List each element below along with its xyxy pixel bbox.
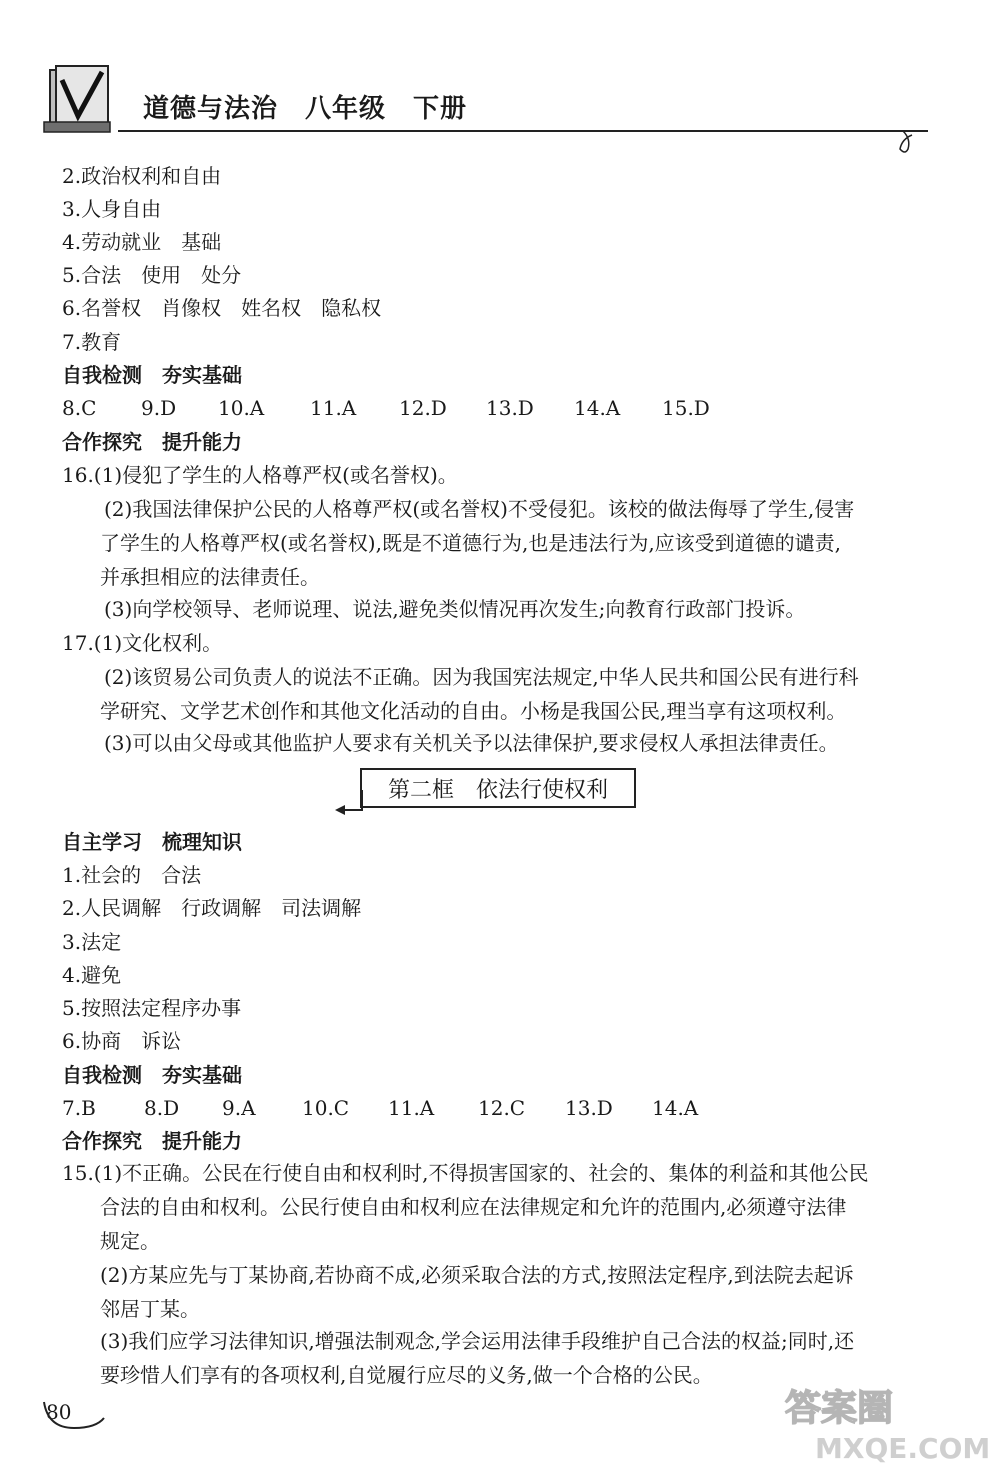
self-check-answers: [62, 1095, 942, 1121]
answer-item: 8.C: [62, 396, 97, 420]
page-number-swoosh: [40, 1396, 110, 1436]
question-17-line: (2)该贸易公司负责人的说法不正确。因为我国宪法规定,中华人民共和国公民有进行科: [104, 665, 859, 689]
answer-item: 8.D: [144, 1096, 180, 1120]
watermark-text: 答案圈: [785, 1388, 894, 1429]
self-check-heading: 自我检测 夯实基础: [62, 1063, 242, 1087]
list-item: 3.人身自由: [62, 197, 162, 221]
question-16-line: (3)向学校领导、老师说理、说法,避免类似情况再次发生;向教育行政部门投诉。: [104, 597, 806, 621]
question-15-line: 15.(1)不正确。公民在行使自由和权利时,不得损害国家的、社会的、集体的利益和其他公民: [62, 1161, 869, 1185]
question-15-line: (2)方某应先与丁某协商,若协商不成,必须采取合法的方式,按照法定程序,到法院去起诉: [100, 1263, 854, 1287]
list-item: 4.劳动就业 基础: [62, 230, 222, 254]
answer-item: 12.D: [399, 396, 447, 420]
question-15-line: 合法的自由和权利。公民行使自由和权利应在法律规定和允许的范围内,必须遵守法律: [100, 1195, 847, 1219]
question-17-line: 学研究、文学艺术创作和其他文化活动的自由。小杨是我国公民,理当享有这项权利。: [100, 699, 847, 723]
explore-heading: 合作探究 提升能力: [62, 1129, 242, 1153]
answer-item: 10.A: [218, 396, 265, 420]
watermark-logo: [775, 1380, 995, 1465]
answer-item: 14.A: [574, 396, 621, 420]
answer-item: 10.C: [302, 1096, 350, 1120]
list-item: 6.协商 诉讼: [62, 1029, 182, 1053]
question-17-line: (3)可以由父母或其他监护人要求有关机关予以法律保护,要求侵权人承担法律责任。: [104, 731, 839, 755]
question-15-line: 要珍惜人们享有的各项权利,自觉履行应尽的义务,做一个合格的公民。: [100, 1363, 713, 1387]
answer-item: 13.D: [565, 1096, 613, 1120]
explore-heading: 合作探究 提升能力: [62, 430, 242, 454]
study-heading: 自主学习 梳理知识: [62, 830, 242, 854]
answer-item: 14.A: [652, 1096, 699, 1120]
question-16-line: 16.(1)侵犯了学生的人格尊严权(或名誉权)。: [62, 463, 458, 487]
book-icon: [38, 60, 118, 140]
answer-item: 13.D: [486, 396, 534, 420]
watermark-url: MXQE.COM: [815, 1432, 991, 1465]
page-header: [0, 0, 1000, 160]
answer-item: 12.C: [478, 1096, 526, 1120]
list-item: 4.避免: [62, 963, 122, 987]
question-15-line: 邻居丁某。: [100, 1297, 200, 1321]
section-title-box: 第二框 依法行使权利: [360, 768, 636, 808]
answer-item: 11.A: [388, 1096, 435, 1120]
section-arrow-icon: [333, 790, 373, 820]
question-15-line: 规定。: [100, 1229, 160, 1253]
answer-item: 9.A: [222, 1096, 256, 1120]
question-16-line: (2)我国法律保护公民的人格尊严权(或名誉权)不受侵犯。该校的做法侮辱了学生,侵害: [104, 497, 855, 521]
answer-item: 7.B: [62, 1096, 96, 1120]
question-15-line: (3)我们应学习法律知识,增强法制观念,学会运用法律手段维护自己合法的权益;同时,还: [100, 1329, 855, 1353]
list-item: 2.人民调解 行政调解 司法调解: [62, 896, 362, 920]
answer-item: 11.A: [310, 396, 357, 420]
header-title: 道德与法治 八年级 下册: [143, 94, 468, 124]
answer-item: 15.D: [662, 396, 710, 420]
list-item: 7.教育: [62, 330, 122, 354]
header-divider: [118, 128, 938, 158]
list-item: 1.社会的 合法: [62, 863, 202, 887]
question-17-line: 17.(1)文化权利。: [62, 631, 223, 655]
self-check-answers: [62, 395, 942, 421]
question-16-line: 了学生的人格尊严权(或名誉权),既是不道德行为,也是违法行为,应该受到道德的谴责,: [100, 531, 842, 555]
list-item: 2.政治权利和自由: [62, 164, 222, 188]
list-item: 5.合法 使用 处分: [62, 263, 242, 287]
answer-item: 9.D: [141, 396, 177, 420]
list-item: 3.法定: [62, 930, 122, 954]
page-number: 80: [46, 1400, 72, 1424]
self-check-heading: 自我检测 夯实基础: [62, 363, 242, 387]
list-item: 5.按照法定程序办事: [62, 996, 242, 1020]
list-item: 6.名誉权 肖像权 姓名权 隐私权: [62, 296, 382, 320]
question-16-line: 并承担相应的法律责任。: [100, 565, 320, 589]
